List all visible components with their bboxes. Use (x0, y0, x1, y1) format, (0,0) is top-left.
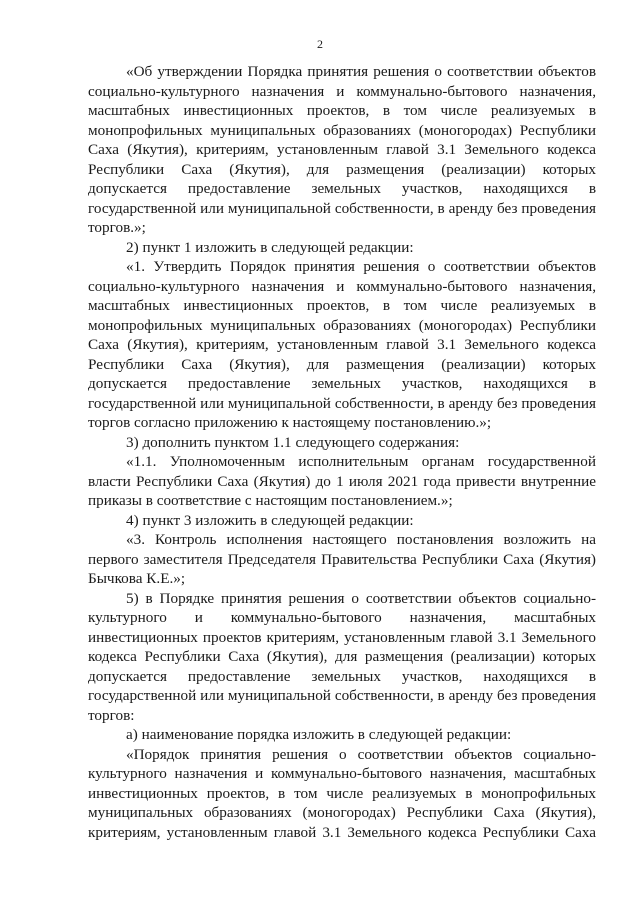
paragraph-item-2-text: «1. Утвердить Порядок принятия решения о соответствии объектов социально-культурного назначения и коммунально-бытового назначения, масштабных инвестиционных проектов, в том числе реализуемых в монопрофильных муниципальных образованиях (моногородах) Республики Саха (Якутия), критериям, установленным главой 3.1 Земельного кодекса Республики Саха (Якутия), для размещения (реализации) которых допускается предоставление земельных участков, находящихся в государственной или муниципальной собственности, в аренду без проведения торгов согласно приложению к настоящему постановлению.»; (88, 258, 596, 431)
paragraph-subitem-a: а) наименование порядка изложить в следующей редакции: (126, 726, 512, 743)
paragraph-item-5: 5) в Порядке принятия решения о соответствии объектов социально-культурного и коммунально-бытового назначения, масштабных инвестиционных проектов критериям, установленным главой 3.1 Земельного кодекса Республики Саха (Якутия), для размещения (реализации) которых допускается предоставление земельных участков, находящихся в государственной или муниципальной собственности, в аренду без проведения торгов: (88, 589, 596, 724)
paragraph-subitem-a-text: «Порядок принятия решения о соответствии объектов социально-культурного назначения и коммунально-бытового назначения, масштабных инвестиционных проектов, в том числе реализуемых в монопрофильных муниципальных образованиях (моногородах) Республики Саха (Якутия), критериям, установленным главой 3.1 Земельного кодекса Республики Саха (88, 745, 596, 841)
paragraph-item-4-text: «3. Контроль исполнения настоящего постановления возложить на первого заместителя Председателя Правительства Республики Саха (Якутия) Бычкова К.Е.»; (88, 531, 596, 587)
paragraph-title-quote: «Об утверждении Порядка принятия решения о соответствии объектов социально-культурного назначения и коммунально-бытового назначения, масштабных инвестиционных проектов, в том числе реализуемых в монопрофильных муниципальных образованиях (моногородах) Республики Саха (Якутия), критериям, установленным главой 3.1 Земельного кодекса Республики Саха (Якутия), для размещения (реализации) которых допускается предоставление земельных участков, находящихся в государственной или муниципальной собственности, в аренду без проведения торгов.»; (88, 63, 596, 236)
document-body (88, 62, 596, 842)
paragraph-item-2: 2) пункт 1 изложить в следующей редакции: (126, 238, 414, 256)
paragraph-item-3-text: «1.1. Уполномоченным исполнительным органам государственной власти Республики Саха (Якутия) до 1 июля 2021 года привести внутренние приказы в соответствие с настоящим постановлением.»; (88, 453, 596, 509)
paragraph-item-4: 4) пункт 3 изложить в следующей редакции: (126, 511, 414, 529)
paragraph-item-3: 3) дополнить пунктом 1.1 следующего содержания: (126, 433, 460, 451)
page-number: 2 (317, 37, 323, 51)
